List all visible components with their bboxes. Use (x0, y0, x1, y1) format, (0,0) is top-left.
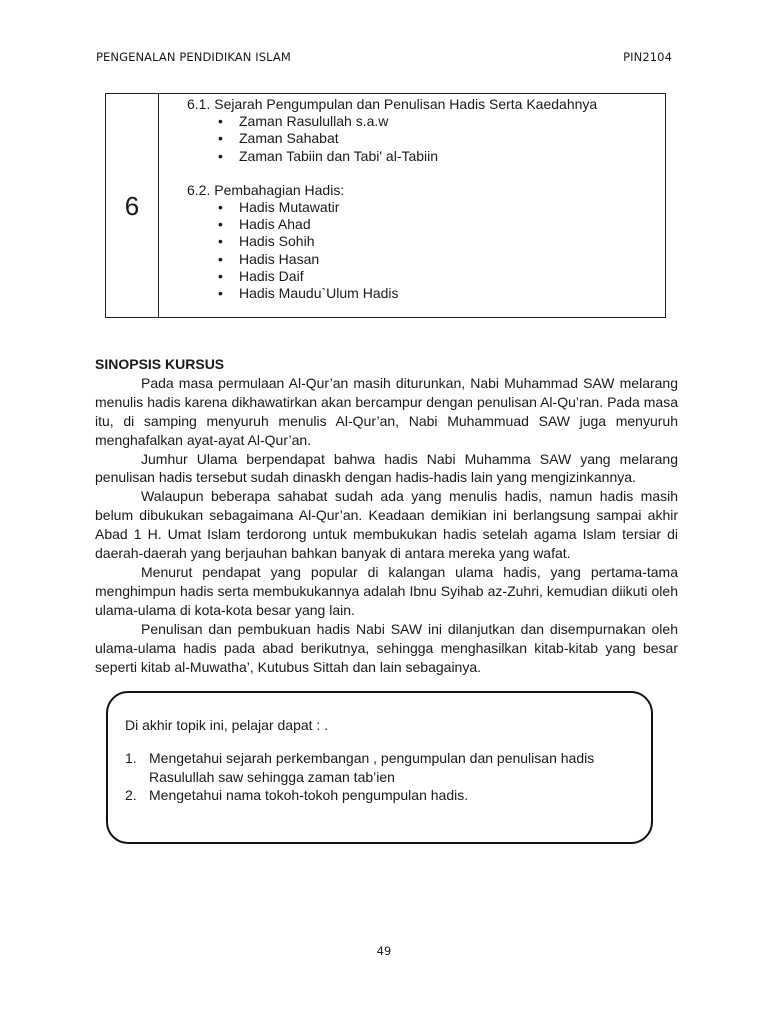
synopsis-paragraph: Menurut pendapat yang popular di kalangan ulama hadis, yang pertama-tama menghimpun hadis serta membukukannya adalah Ibnu Syihab az-Zuhri, kemudian diikuti oleh ulama-ulama di kota-kota besar yang lain. (95, 563, 678, 618)
list-item (187, 268, 657, 285)
outcomes-list (125, 749, 631, 805)
bullet-icon: • (218, 285, 223, 302)
item-number: 1. (125, 750, 137, 766)
synopsis-section (95, 355, 678, 676)
list-item-text: Hadis Mutawatir (239, 199, 340, 216)
bullet-icon: • (218, 199, 223, 216)
item-number: 2. (125, 787, 137, 803)
synopsis-paragraph: Jumhur Ulama berpendapat bahwa hadis Nabi Muhamma SAW yang melarang penulisan hadis tersebut sudah dinaskh dengan hadis-hadis lain yang mengizinkannya. (95, 450, 678, 486)
topic-number: 6 (124, 191, 140, 221)
list-item (187, 251, 657, 268)
synopsis-heading: SINOPSIS KURSUS (95, 356, 225, 372)
topic-table (105, 93, 666, 318)
list-item-text: Zaman Rasulullah s.a.w (239, 113, 389, 130)
list-item-text: Zaman Sahabat (239, 130, 339, 147)
page-number: 49 (376, 944, 392, 958)
list-item-text: Zaman Tabiin dan Tabi' al-Tabiin (239, 147, 439, 164)
list-item-text: Hadis Daif (239, 267, 304, 284)
list-item-text: Hadis Hasan (239, 250, 320, 267)
list-item (187, 285, 657, 302)
topic-content-cell (187, 96, 657, 302)
subtopic-list (187, 113, 657, 165)
synopsis-paragraph: Walaupun beberapa sahabat sudah ada yang menulis hadis, namun hadis masih belum dibukukan sebagaimana Al-Qur’an. Keadaan demikian ini berlangsung sampai akhir Abad 1 H. Umat Islam terdorong untuk membukukan hadis setelah agama Islam tersiar di daerah-daerah yang berjauhan bahkan banyak di antara mereka yang wafat. (95, 488, 678, 562)
list-item-text: Mengetahui sejarah perkembangan , pengumpulan dan penulisan hadis Rasulullah saw sehingga zaman tab’ien (149, 750, 595, 785)
list-item (125, 749, 631, 786)
list-item (187, 216, 657, 233)
section-title: 6.2. Pembahagian Hadis: (187, 181, 345, 198)
list-item-text: Mengetahui nama tokoh-tokoh pengumpulan hadis. (149, 787, 469, 803)
course-code: PIN2104 (623, 50, 672, 64)
list-item (187, 233, 657, 250)
topic-number-cell (106, 94, 159, 317)
bullet-icon: • (218, 147, 223, 164)
bullet-icon: • (218, 130, 223, 147)
subtopic-list (187, 199, 657, 302)
section-title: 6.1. Sejarah Pengumpulan dan Penulisan Hadis Serta Kaedahnya (187, 96, 598, 112)
bullet-icon: • (218, 250, 223, 267)
bullet-icon: • (218, 267, 223, 284)
page-header (96, 50, 672, 66)
list-item (125, 786, 631, 805)
list-item (187, 130, 657, 147)
list-item-text: Hadis Ahad (239, 216, 311, 233)
outcomes-intro: Di akhir topik ini, pelajar dapat : . (125, 717, 329, 733)
bullet-icon: • (218, 113, 223, 130)
list-item-text: Hadis Sohih (239, 233, 315, 250)
list-item-text: Hadis Maudu`Ulum Hadis (239, 285, 399, 302)
synopsis-paragraph: Penulisan dan pembukuan hadis Nabi SAW ini dilanjutkan dan disempurnakan oleh ulama-ulama hadis pada abad berikutnya, sehingga menghasilkan kitab-kitab yang besar seperti kitab al-Muwatha’, Kutubus Sittah dan lain sebagainya. (95, 620, 678, 675)
bullet-icon: • (218, 233, 223, 250)
bullet-icon: • (218, 216, 223, 233)
synopsis-paragraph: Pada masa permulaan Al-Qur’an masih diturunkan, Nabi Muhammad SAW melarang menulis hadis karena dikhawatirkan akan bercampur dengan penulisan Al-Qu’ran. Pada masa itu, di samping menyuruh menulis Al-Qur’an, Nabi Muhammuad SAW juga menyuruh menghafalkan ayat-ayat Al-Qur’an. (95, 374, 678, 448)
learning-outcomes-box (106, 691, 653, 844)
list-item (187, 148, 657, 165)
section-spacer (187, 165, 657, 182)
list-item (187, 113, 657, 130)
course-title: PENGENALAN PENDIDIKAN ISLAM (96, 50, 291, 64)
list-item (187, 199, 657, 216)
